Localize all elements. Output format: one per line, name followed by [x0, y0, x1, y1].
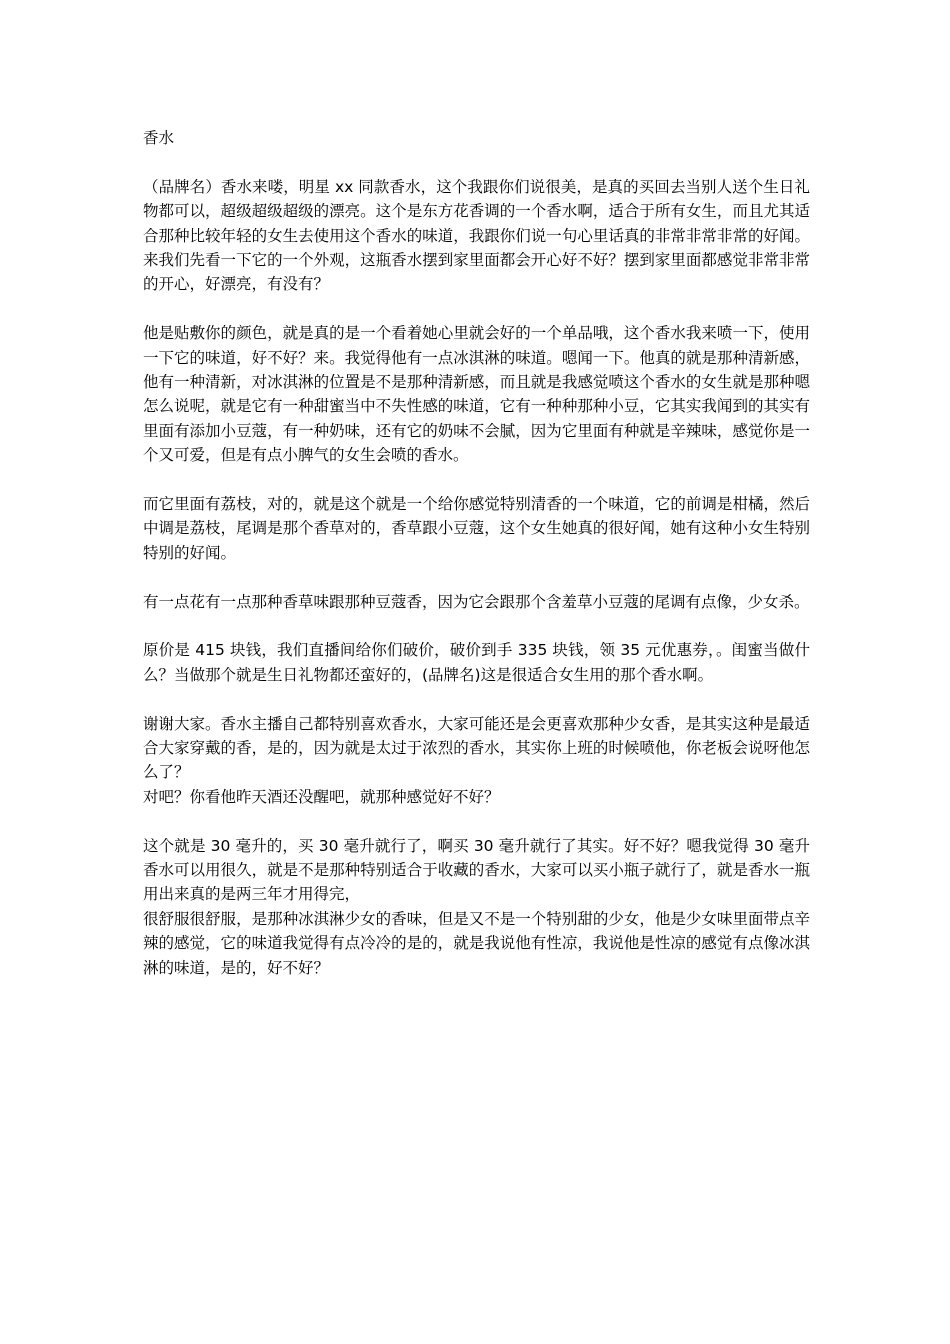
paragraph-intro: （品牌名）香水来喽，明星 xx 同款香水，这个我跟你们说很美，是真的买回去当别人送个生日礼物都可以，超级超级超级的漂亮。这个是东方花香调的一个香水啊，适合于所有女生，而且尤其适合那种比较年轻的女生去使用这个香水的味道，我跟你们说一句心里话真的非常非常非常的好闻。来我们先看一下它的一个外观，这瓶香水摆到家里面都会开心好不好？摆到家里面都感觉非常非常的开心，好漂亮，有没有？ — [143, 177, 810, 294]
paragraph-notes: 而它里面有荔枝，对的，就是这个就是一个给你感觉特别清香的一个味道，它的前调是柑橘，然后中调是荔枝，尾调是那个香草对的，香草跟小豆蔻，这个女生她真的很好闻，她有这种小女生特别特别的好闻。 — [143, 495, 810, 562]
paragraph-price: 原价是 415 块钱，我们直播间给你们破价，破价到手 335 块钱，领 35 元优惠券，。闺蜜当做什么？当做那个就是生日礼物都还蛮好的，(品牌名)这是很适合女生用的那个香水啊。 — [143, 641, 810, 684]
paragraph-joke: 对吧？你看他昨天酒还没醒吧，就那种感觉好不好？ — [143, 787, 500, 806]
paragraph-scent-description: 他是贴敷你的颜色，就是真的是一个看着她心里就会好的一个单品哦，这个香水我来喷一下，使用一下它的味道，好不好？来。我觉得他有一点冰淇淋的味道。嗯闻一下。他真的就是那种清新感，他有一种清新，对冰淇淋的位置是不是那种清新感，而且就是我感觉喷这个香水的女生就是那种嗯怎么说呢，就是它有一种甜蜜当中不失性感的味道，它有一种种那种小豆，它其实我闻到的其实有里面有添加小豆蔻，有一种奶味，还有它的奶味不会腻，因为它里面有种就是辛辣味，感觉你是一个又可爱，但是有点小脾气的女生会喷的香水。 — [143, 324, 810, 465]
paragraph-floral: 有一点花有一点那种香草味跟那种豆蔻香，因为它会跟那个含羞草小豆蔻的尾调有点像，少女杀。 — [143, 592, 810, 611]
document-title: 香水 — [143, 129, 175, 147]
paragraph-closing: 很舒服很舒服，是那种冰淇淋少女的香味，但是又不是一个特别甜的少女，他是少女味里面带点辛辣的感觉，它的味道我觉得有点冷冷的是的，就是我说他有性凉，我说他是性凉的感觉有点像冰淇淋的味道，是的，好不好？ — [143, 909, 810, 977]
paragraph-volume: 这个就是 30 毫升的，买 30 毫升就行了，啊买 30 毫升就行了其实。好不好？嗯我觉得 30 毫升香水可以用很久，就是不是那种特别适合于收藏的香水，大家可以买小瓶子就行了，就是香水一瓶用出来真的是两三年才用得完， — [143, 836, 810, 904]
document-page — [143, 126, 810, 1005]
paragraph-thanks: 谢谢大家。香水主播自己都特别喜欢香水，大家可能还是会更喜欢那种少女香，是其实这种是最适合大家穿戴的香，是的，因为就是太过于浓烈的香水，其实你上班的时候喷他，你老板会说呀他怎么了？ — [143, 714, 810, 782]
